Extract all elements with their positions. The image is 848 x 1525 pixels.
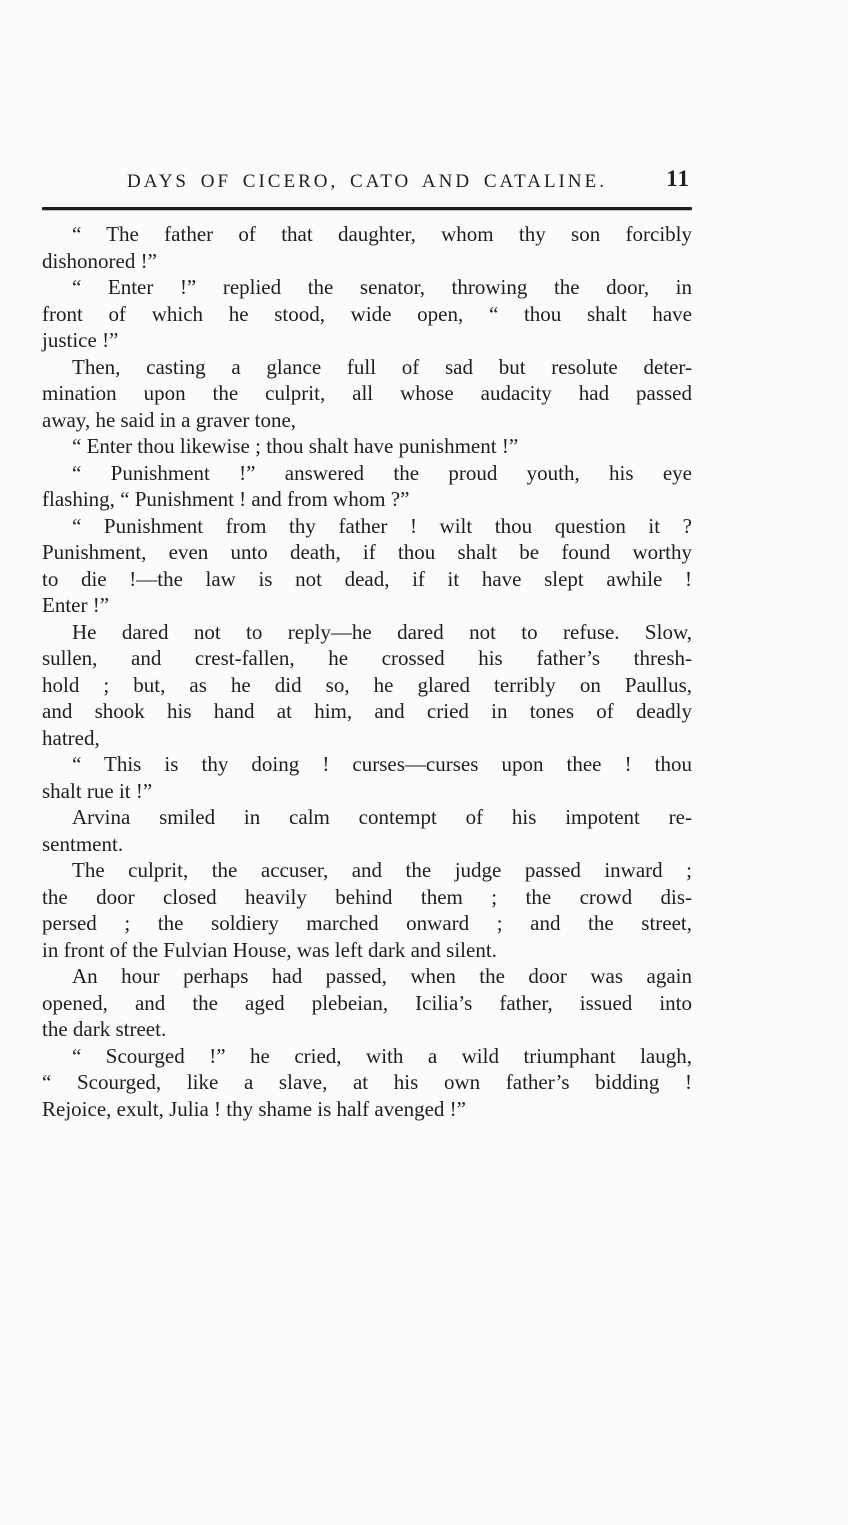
text-line: the door closed heavily behind them ; the crowd dis- [42, 884, 692, 909]
header-rule [42, 207, 692, 210]
text-line: “ Punishment !” answered the proud youth, his eye [72, 460, 692, 485]
text-line: “ Scourged, like a slave, at his own father’s bidding ! [42, 1070, 692, 1094]
page-content [42, 168, 692, 1122]
text-line: flashing, “ Punishment ! and from whom ?” [42, 487, 410, 511]
text-line: “ The father of that daughter, whom thy son forcibly [72, 222, 692, 246]
text-line: The culprit, the accuser, and the judge passed inward ; [72, 858, 692, 882]
text-line: mination upon the culprit, all whose audacity had passed [42, 381, 692, 405]
text-line: justice !” [42, 328, 119, 352]
text-line: Punishment, even unto death, if thou shalt be found worthy [42, 540, 692, 564]
paragraph [42, 804, 692, 857]
paragraph [42, 963, 692, 1043]
text-line: the dark street. [42, 1017, 167, 1041]
text-line: dishonored !” [42, 248, 157, 273]
paragraph [42, 751, 692, 804]
text-line: in front of the Fulvian House, was left dark and silent. [42, 937, 497, 962]
text-line: away, he said in a graver tone, [42, 407, 297, 432]
paragraph [42, 619, 692, 752]
paragraph [42, 513, 692, 619]
text-line: Arvina smiled in calm contempt of his impotent re- [72, 805, 692, 829]
text-line: sentment. [42, 831, 124, 856]
paragraph [42, 274, 692, 354]
paragraph [42, 221, 692, 274]
text-line: persed ; the soldiery marched onward ; and the street, [42, 911, 692, 935]
paragraph [42, 857, 692, 963]
paragraph [42, 1043, 692, 1123]
text-line: hold ; but, as he did so, he glared terribly on Paullus, [42, 672, 692, 697]
text-line: “ Scourged !” he cried, with a wild triumphant laugh, [72, 1043, 692, 1068]
paragraph [42, 433, 692, 460]
text-line: to die !—the law is not dead, if it have slept awhile ! [42, 566, 692, 591]
text-line: “ This is thy doing ! curses—curses upon thee ! thou [72, 752, 692, 776]
text-line: and shook his hand at him, and cried in tones of deadly [42, 699, 692, 723]
text-line: “ Punishment from thy father ! wilt thou question it ? [72, 513, 692, 538]
page-title: DAYS OF CICERO, CATO AND CATALINE. [127, 171, 607, 192]
text-line: opened, and the aged plebeian, Icilia’s father, issued into [42, 990, 692, 1015]
text-line: hatred, [42, 725, 100, 750]
page-number: 11 [666, 166, 690, 191]
text-line: “ Enter thou likewise ; thou shalt have punishment !” [72, 434, 519, 458]
text-line: He dared not to reply—he dared not to refuse. Slow, [72, 619, 692, 644]
text-line: An hour perhaps had passed, when the door was again [72, 964, 692, 988]
body-text [42, 221, 692, 1122]
text-line: Rejoice, exult, Julia ! thy shame is half avenged !” [42, 1096, 466, 1121]
text-line: shalt rue it !” [42, 778, 153, 803]
text-line: “ Enter !” replied the senator, throwing the door, in [72, 275, 692, 299]
text-line: Then, casting a glance full of sad but resolute deter- [72, 354, 692, 379]
paragraph [42, 354, 692, 434]
text-line: sullen, and crest-fallen, he crossed his father’s thresh- [42, 646, 692, 670]
text-line: Enter !” [42, 593, 110, 617]
running-head [42, 168, 692, 196]
paragraph [42, 460, 692, 513]
text-line: front of which he stood, wide open, “ thou shalt have [42, 301, 692, 326]
